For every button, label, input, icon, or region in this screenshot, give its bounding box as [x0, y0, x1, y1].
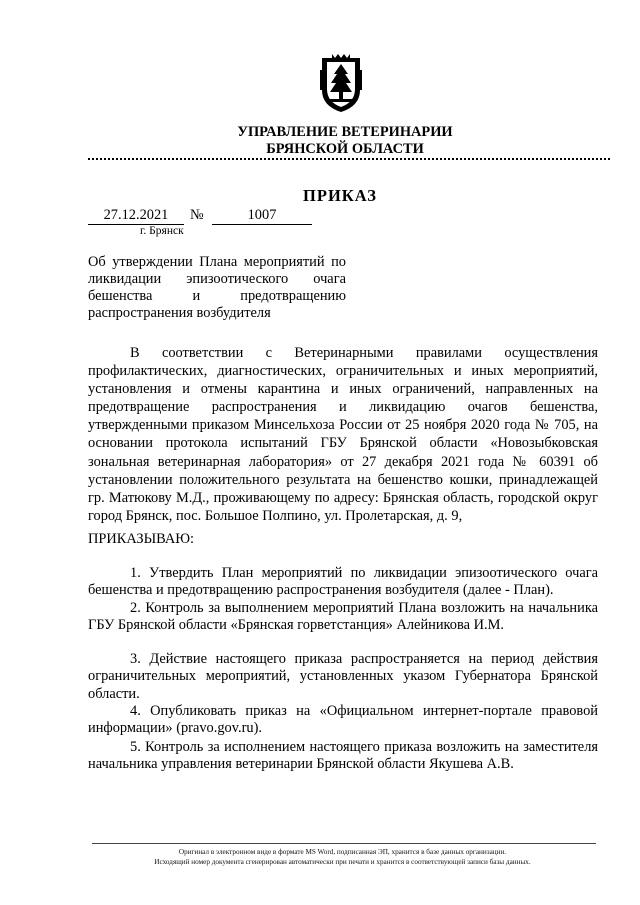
- header-separator: [88, 158, 610, 160]
- footer-note-line2: Исходящий номер документа сгенерирован автоматически при печати и хранится в соответствующей записи базы данных.: [154, 858, 531, 866]
- order-item-2: 2. Контроль за выполнением мероприятий Плана возложить на начальника ГБУ Брянской области «Брянская горветстанция» Алейникова И.М.: [88, 600, 598, 634]
- preamble-paragraph: В соответствии с Ветеринарными правилами осуществления профилактических, диагностических, ограничительных и иных мероприятий, установления и отмены карантина и иных ограничений, направленных на предотвращение распространения и ликвидацию очагов бешенства, утвержденными приказом Минсельхоза России от 25 ноября 2020 года № 705, на основании протокола испытаний ГБУ Брянской области «Новозыбковская зональная ветеринарная лаборатория» от 27 декабря 2021 года № 60391 об установлении положительного результата на бешенство кошки, принадлежащей гр. Матюкову М.Д., проживающему по адресу: Брянская область, городской округ город Брянск, пос. Большое Полпино, ул. Пролетарская, д. 9,: [88, 345, 598, 524]
- order-item-3: 3. Действие настоящего приказа распространяется на период действия ограничительных мероприятий, установленных указом Губернатора Брянской области.: [88, 651, 598, 702]
- footer-separator: [92, 843, 596, 844]
- number-sign: №: [190, 207, 204, 223]
- document-city: г. Брянск: [140, 225, 184, 237]
- order-item-5: 5. Контроль за исполнением настоящего приказа возложить на заместителя начальника управления ветеринарии Брянской области Якушева А.В.: [88, 739, 598, 773]
- document-title: ПРИКАЗ: [303, 186, 377, 205]
- document-date: 27.12.2021: [88, 207, 184, 225]
- organization-name-line2: БРЯНСКОЙ ОБЛАСТИ: [266, 141, 424, 157]
- order-word: ПРИКАЗЫВАЮ:: [88, 531, 195, 547]
- organization-name-line1: УПРАВЛЕНИЕ ВЕТЕРИНАРИИ: [237, 124, 453, 140]
- order-item-4: 4. Опубликовать приказ на «Официальном интернет-портале правовой информации» (pravo.gov.ru).: [88, 703, 598, 737]
- footer-note-line1: Оригинал в электронном виде в формате MS Word, подписанная ЭП, хранится в базе данных организации.: [178, 848, 507, 856]
- document-number: 1007: [212, 207, 312, 225]
- coat-of-arms-icon: [318, 52, 364, 114]
- order-item-1: 1. Утвердить План мероприятий по ликвидации эпизоотического очага бешенства и предотвращению распространения возбудителя (далее - План).: [88, 565, 598, 599]
- document-subject: Об утверждении Плана мероприятий по ликвидации эпизоотического очага бешенства и предотвращению распространения возбудителя: [88, 254, 346, 321]
